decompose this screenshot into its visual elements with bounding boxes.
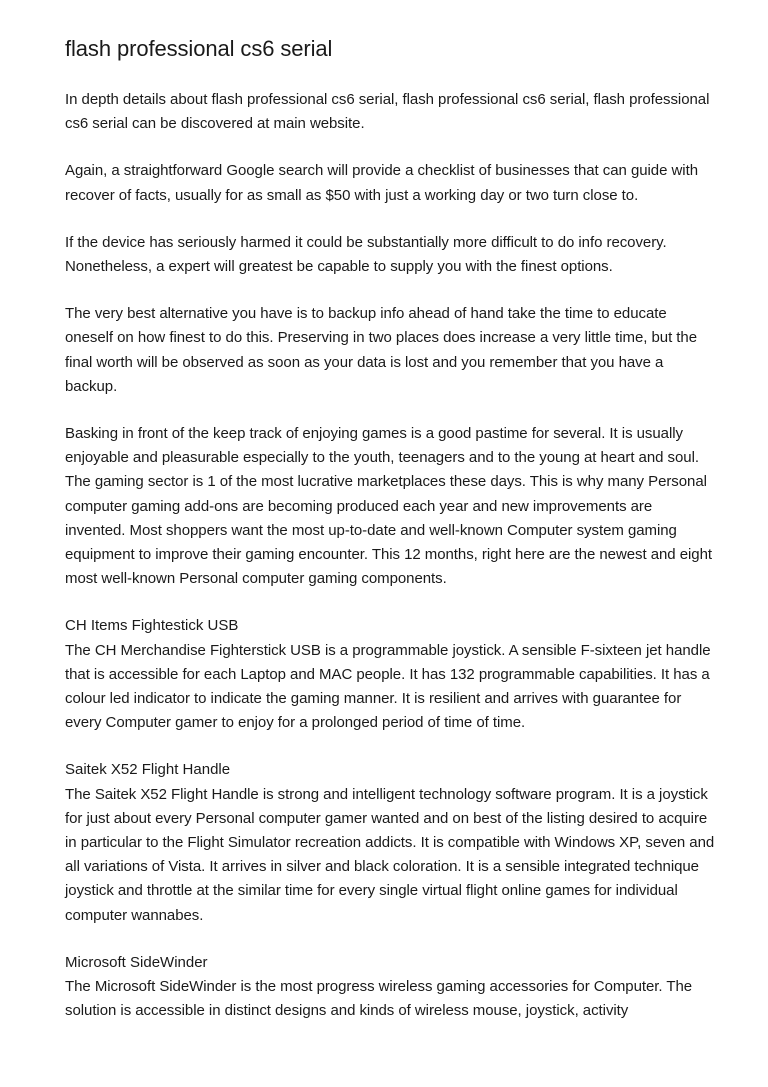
section-heading: Microsoft SideWinder bbox=[65, 953, 208, 971]
section-saitek-x52 bbox=[65, 758, 715, 927]
paragraph-gaming: Basking in front of the keep track of enjoying games is a good pastime for several. It is usually enjoyable and pleasurable especially to the youth, teenagers and to the young at heart and soul. The gaming sector is 1 of the most lucrative marketplaces these days. This is why many Personal computer gaming add-ons are becoming produced each year and new improvements are invented. Most shoppers want the most up-to-date and well-known Computer system gaming equipment to improve their gaming encounter. This 12 months, right here are the newest and eight most well-known Personal computer gaming components. bbox=[65, 425, 712, 588]
paragraph-intro: In depth details about flash professional cs6 serial, flash professional cs6 serial, flash professional cs6 serial can be discovered at main website. bbox=[65, 91, 710, 133]
section-heading: CH Items Fightestick USB bbox=[65, 617, 239, 635]
section-ch-fightestick bbox=[65, 614, 715, 735]
section-body: The Microsoft SideWinder is the most progress wireless gaming accessories for Computer. The solution is accessible in distinct designs and kinds of wireless mouse, joystick, activity bbox=[65, 978, 693, 1020]
paragraph-device-harmed: If the device has seriously harmed it could be substantially more difficult to do info recovery. Nonetheless, a expert will greatest be capable to supply you with the finest options. bbox=[65, 233, 667, 276]
paragraph-backup: The very best alternative you have is to backup info ahead of hand take the time to educate oneself on how finest to do this. Preserving in two places does increase a very little time, but the final worth will be observed as soon as your data is lost and you remember that you have a backup. bbox=[65, 305, 698, 395]
section-body: The Saitek X52 Flight Handle is strong and intelligent technology software program. It is a joystick for just about every Personal computer gamer wanted and on best of the listing desired to acquire in particular to the Flight Simulator recreation addicts. It is compatible with Windows XP, seven and all variations of Vista. It arrives in silver and black coloration. It is a sensible integrated technique joystick and throttle at the similar time for every single virtual flight online games for individual computer wannabes. bbox=[65, 785, 715, 924]
section-body: The CH Merchandise Fighterstick USB is a programmable joystick. A sensible F-sixteen jet handle that is accessible for each Laptop and MAC people. It has 132 programmable capabilities. It has a colour led indicator to indicate the gaming manner. It is resilient and arrives with guarantee for every Computer gamer to enjoy for a prolonged period of time of time. bbox=[65, 641, 711, 732]
paragraph-google-search: Again, a straightforward Google search will provide a checklist of businesses that can guide with recover of facts, usually for as small as $50 with just a working day or two turn close to. bbox=[65, 162, 698, 204]
section-heading: Saitek X52 Flight Handle bbox=[65, 761, 231, 779]
document-title: flash professional cs6 serial bbox=[65, 36, 333, 61]
document-page bbox=[65, 34, 715, 1047]
section-microsoft-sidewinder bbox=[65, 951, 715, 1024]
